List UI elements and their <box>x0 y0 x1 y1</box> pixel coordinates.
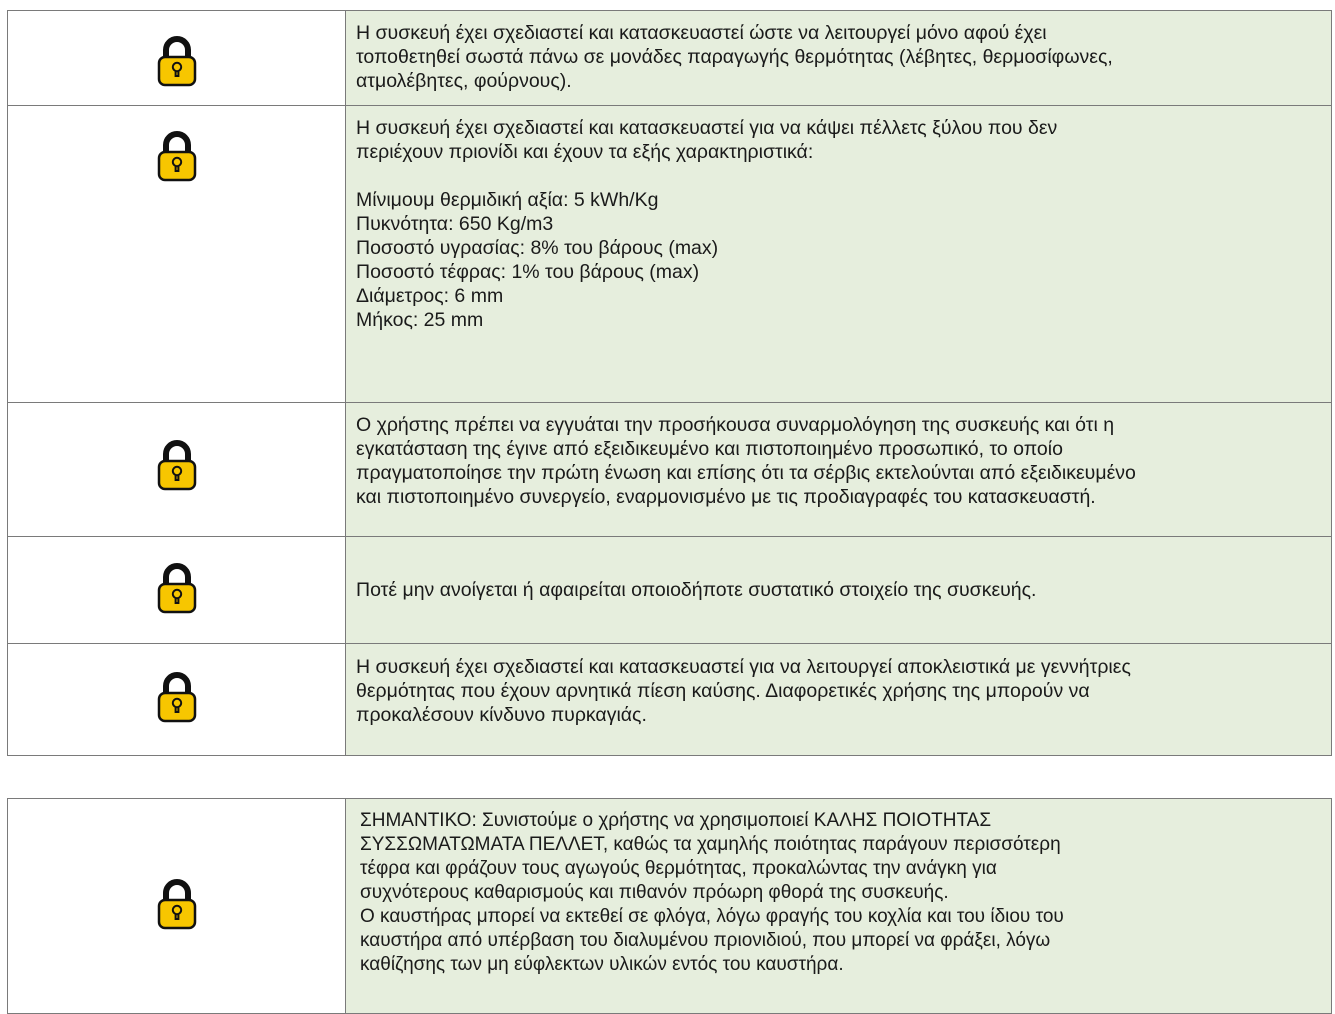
row-text: Ποτέ μην ανοίγεται ή αφαιρείται οποιοδήποτε συστατικό στοιχείο της συσκευής. <box>356 579 1037 601</box>
table-row <box>8 537 1332 644</box>
note-table <box>7 798 1332 1014</box>
icon-cell <box>8 11 346 106</box>
row-text-cell <box>346 537 1332 644</box>
row-text: Η συσκευή έχει σχεδιαστεί και κατασκευαστεί ώστε να λειτουργεί μόνο αφού έχει τοποθετηθεί σωστά πάνω σε μονάδες παραγωγής θερμότητας (λέβητες, θερμοσίφωνες, ατμολέβητες, φούρνους). <box>356 22 1113 92</box>
row-text-cell <box>346 403 1332 537</box>
padlock-icon <box>157 130 197 182</box>
padlock-icon <box>157 35 197 87</box>
row-text-cell <box>346 644 1332 756</box>
padlock-icon <box>157 562 197 614</box>
padlock-icon <box>157 439 197 491</box>
table-row <box>8 799 1332 1014</box>
table-row <box>8 106 1332 403</box>
table-row <box>8 403 1332 537</box>
icon-cell <box>8 403 346 537</box>
row-text: Ο χρήστης πρέπει να εγγυάται την προσήκουσα συναρμολόγηση της συσκευής και ότι η εγκατάσταση της έγινε από εξειδικευμένο και πιστοποιημένο προσωπικό, το οποίο πραγματοποίησε την πρώτη ένωση και επίσης ότι τα σέρβις εκτελούνται από εξειδικευμένο και πιστοποιημένο συνεργείο, εναρμονισμένο με τις προδιαγραφές του κατασκευαστή. <box>356 414 1136 508</box>
icon-cell <box>8 106 346 403</box>
row-text-cell <box>346 11 1332 106</box>
table-row <box>8 11 1332 106</box>
note-text: ΣΗΜΑΝΤΙΚΟ: Συνιστούμε ο χρήστης να χρησιμοποιεί ΚΑΛΗΣ ΠΟΙΟΤΗΤΑΣ ΣΥΣΣΩΜΑΤΩΜΑΤΑ ΠΕΛΛΕΤ, καθώς τα χαμηλής ποιότητας παράγουν περισσότερη τέφρα και φράζουν τους αγωγούς θερμότητας, προκαλώντας την ανάγκη για συχνότερους καθαρισμούς και πιθανόν πρόωρη φθορά της συσκευής. Ο καυστήρας μπορεί να εκτεθεί σε φλόγα, λόγω φραγής του κοχλία και του ίδιου του καυστήρα από υπέρβαση του διαλυμένου πριονιδιού, που μπορεί να φράξει, λόγω καθίζησης των μη εύφλεκτων υλικών εντός του καυστήρα. <box>360 810 1064 975</box>
padlock-icon <box>157 671 197 723</box>
safety-table <box>7 10 1332 756</box>
table-row <box>8 644 1332 756</box>
icon-cell <box>8 644 346 756</box>
row-text-cell <box>346 106 1332 403</box>
icon-cell <box>8 537 346 644</box>
padlock-icon <box>157 878 197 930</box>
note-text-cell <box>346 799 1332 1014</box>
row-text: Η συσκευή έχει σχεδιαστεί και κατασκευαστεί για να κάψει πέλλετς ξύλου που δεν περιέχουν πριονίδι και έχουν τα εξής χαρακτηριστικά: Μίνιμουμ θερμιδική αξία: 5 kWh/Kg Πυκνότητα: 650 Kg/m3 Ποσοστό υγρασίας: 8% του βάρους (max) Ποσοστό τέφρας: 1% του βάρους (max) Διάμετρος: 6 mm Μήκος: 25 mm <box>356 117 1058 331</box>
icon-cell <box>8 799 346 1014</box>
row-text: Η συσκευή έχει σχεδιαστεί και κατασκευαστεί για να λειτουργεί αποκλειστικά με γεννήτριες θερμότητας που έχουν αρνητικά πίεση καύσης. Διαφορετικές χρήσης της μπορούν να προκαλέσουν κίνδυνο πυρκαγιάς. <box>356 656 1131 726</box>
